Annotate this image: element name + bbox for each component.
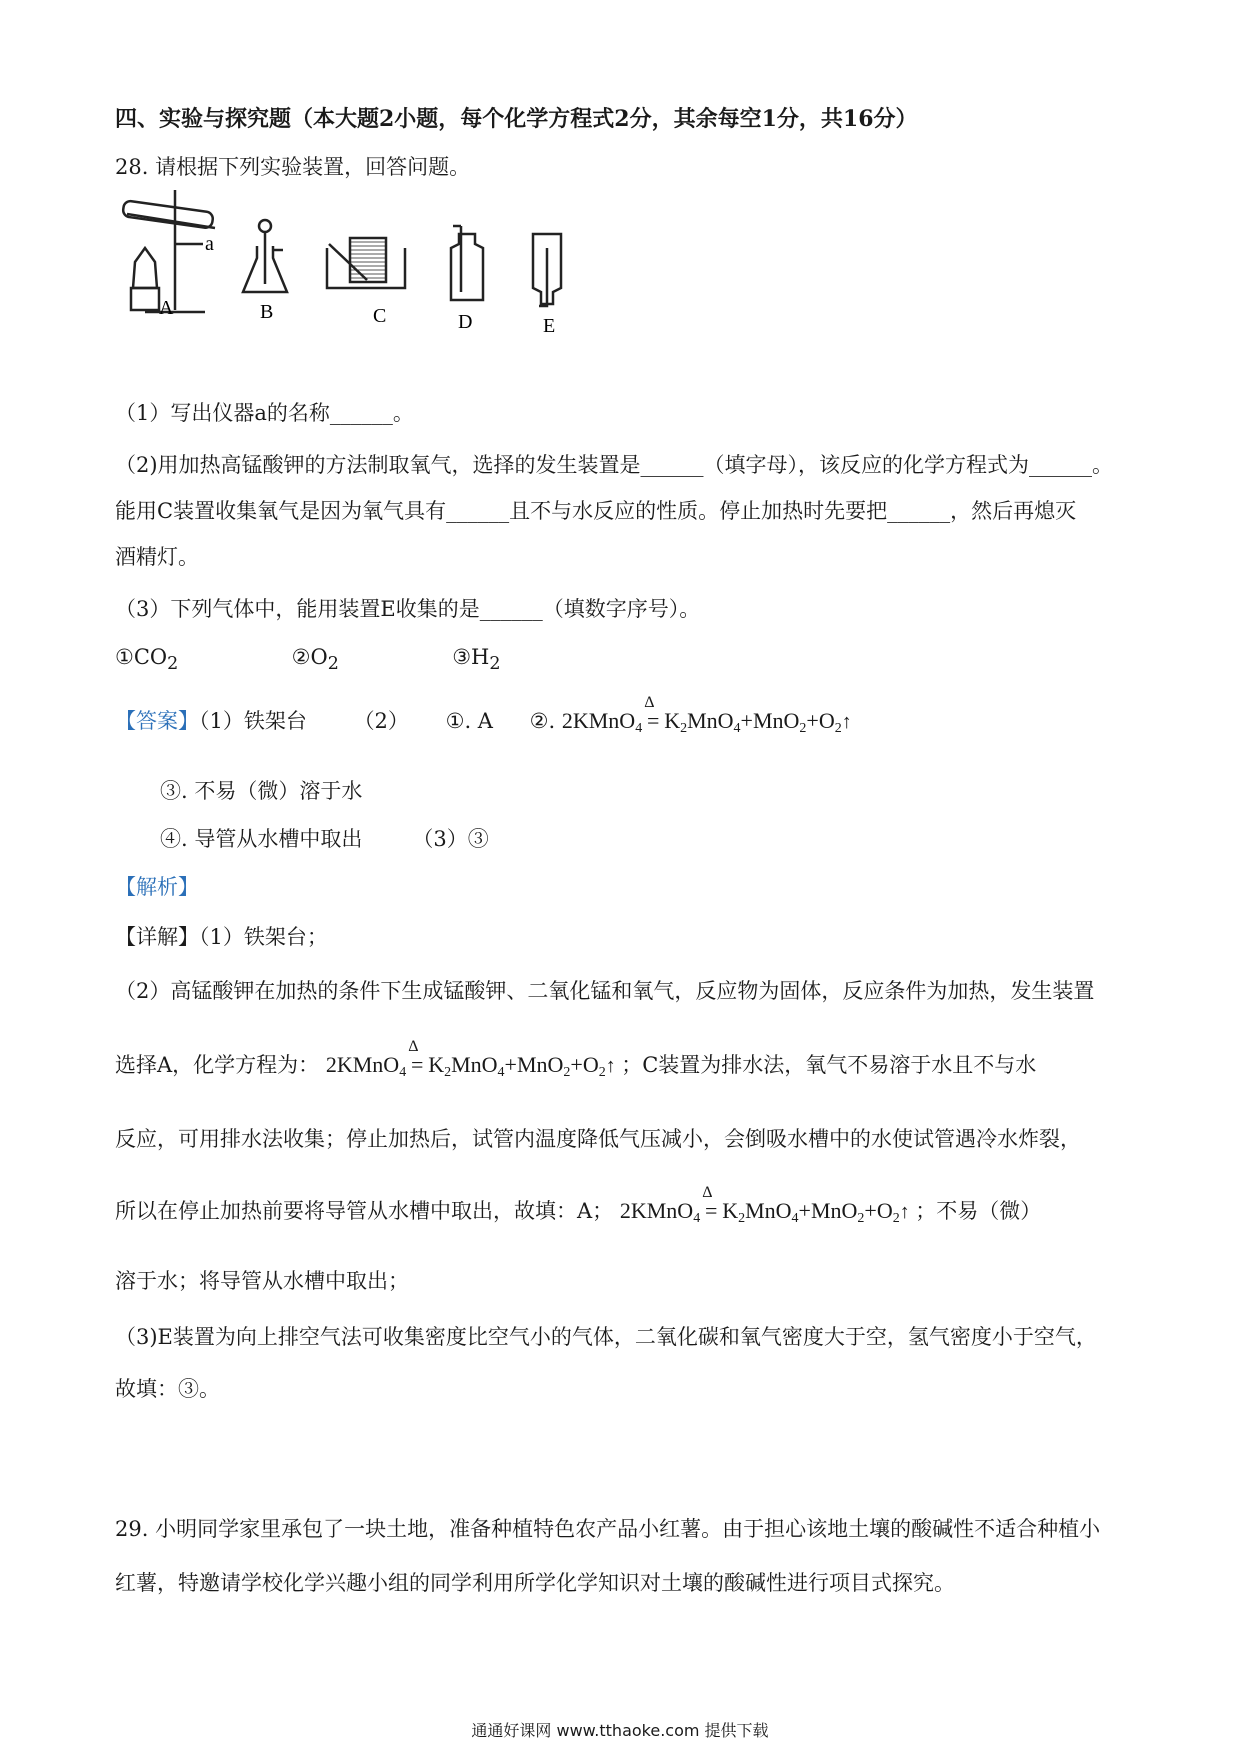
detail-3-line-1: （3)E装置为向上排空气法可收集密度比空气小的气体，二氧化碳和氧气密度大于空，氢气密度小于空气，	[115, 1325, 1097, 1349]
label-a: a	[205, 233, 214, 255]
apparatus-label-e: E	[543, 315, 556, 337]
q28-stem: 28. 请根据下列实验装置，回答问题。	[115, 155, 471, 179]
q28-part1: （1）写出仪器a的名称______。	[115, 401, 414, 425]
detail-1: 【详解】（1）铁架台；	[115, 925, 328, 949]
equation-detail-2: 2KMnO$_4$ Δ = $K_2MnO_4+MnO_2+O_2↑$	[619, 1184, 910, 1226]
detail-2-line-3: 反应，可用排水法收集；停止加热后，试管内温度降低气压减小，会倒吸水槽中的水使试管遇冷水炸裂，	[115, 1127, 1081, 1151]
apparatus-label-b: B	[260, 301, 274, 323]
apparatus-label-a: A	[159, 297, 174, 319]
apparatus-label-c: C	[373, 305, 387, 327]
q28-options	[115, 642, 500, 679]
answer-line-2: ③. 不易（微）溶于水	[160, 779, 363, 803]
footer-credit: 通通好课网 www.tthaoke.com 提供下载	[471, 1721, 769, 1740]
detail-2-line-2: 选择A，化学方程为： 2KMnO$_4$ Δ = $K_2MnO_4+MnO_2+O_2↑$ ；C装置为排水法，氧气不易溶于水且不与水	[115, 1038, 1037, 1080]
q29-line-1: 29. 小明同学家里承包了一块土地，准备种植特色农产品小红薯。由于担心该地土壤的酸碱性不适合种植小	[115, 1517, 1101, 1541]
apparatus-figure	[115, 188, 675, 378]
q28-part2-line3: 酒精灯。	[115, 545, 199, 569]
analysis-tag: 【解析】	[115, 875, 199, 899]
detail-3-line-2: 故填：③。	[115, 1377, 220, 1401]
detail-2-line-4: 所以在停止加热前要将导管从水槽中取出，故填：A； 2KMnO$_4$ Δ = $K_2MnO_4+MnO_2+O_2↑$ ；不易（微）	[115, 1184, 1042, 1226]
q29-line-2: 红薯，特邀请学校化学兴趣小组的同学利用所学化学知识对土壤的酸碱性进行项目式探究。	[115, 1571, 955, 1595]
answer-line-1: 【答案】（1）铁架台 （2） ①. A ②. 2KMnO$_4$ Δ = $K_2MnO_4+MnO_2+O_2↑$	[115, 694, 852, 736]
detail-2-line-1: （2）高锰酸钾在加热的条件下生成锰酸钾、二氧化锰和氧气，反应物为固体，反应条件为加热，发生装置	[115, 979, 1095, 1003]
equation-answer: 2KMnO$_4$ Δ = $K_2MnO_4+MnO_2+O_2↑$	[561, 694, 852, 736]
option-1: $①CO_2$	[115, 645, 179, 675]
answer-line-3: ④. 导管从水槽中取出 （3）③	[160, 827, 489, 851]
apparatus-b	[243, 220, 287, 292]
answer-tag: 【答案】	[115, 709, 199, 733]
apparatus-a	[122, 190, 215, 312]
apparatus-c	[327, 238, 405, 288]
apparatus-e	[533, 234, 561, 306]
apparatus-d	[451, 226, 483, 300]
q28-part2-line2: 能用C装置收集氧气是因为氧气具有______且不与水反应的性质。停止加热时先要把______，然后再熄灭	[115, 499, 1077, 523]
detail-2-line-5: 溶于水；将导管从水槽中取出；	[115, 1269, 409, 1293]
option-2: $②O_2$	[291, 645, 339, 675]
detail-tag: 【详解】	[115, 925, 199, 949]
option-3: $③H_2$	[452, 645, 501, 675]
equation-detail-1: 2KMnO$_4$ Δ = $K_2MnO_4+MnO_2+O_2↑$	[325, 1038, 616, 1080]
apparatus-label-d: D	[458, 311, 473, 333]
q28-part3: （3）下列气体中，能用装置E收集的是______（填数字序号）。	[115, 597, 701, 621]
q28-part2-line1: （2)用加热高锰酸钾的方法制取氧气，选择的发生装置是______（填字母），该反应的化学方程式为______。	[115, 453, 1114, 477]
section-title: 四、实验与探究题（本大题2小题，每个化学方程式2分，其余每空1分，共16分）	[115, 106, 918, 132]
